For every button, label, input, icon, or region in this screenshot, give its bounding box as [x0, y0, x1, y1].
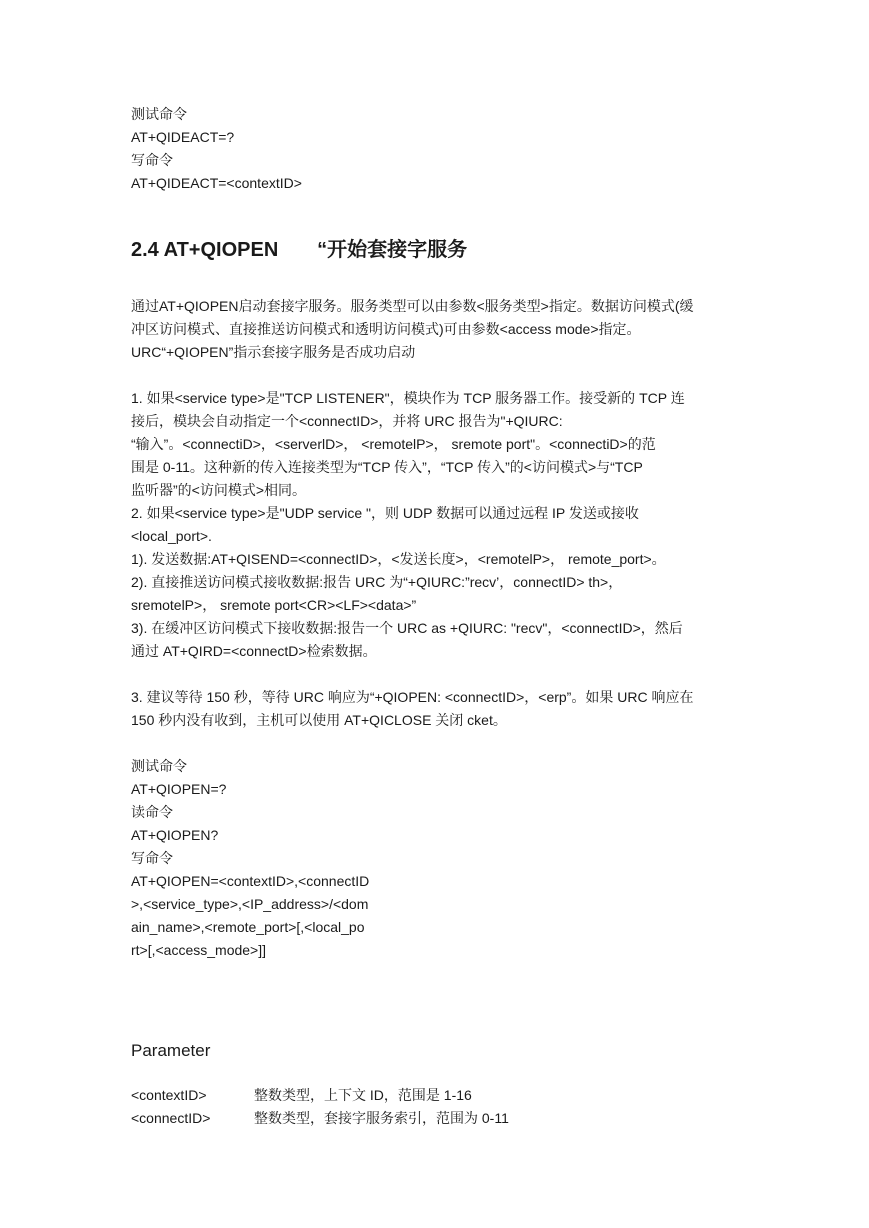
- write-command-line: ain_name>,<remote_port>[,<local_po: [131, 919, 365, 935]
- item-1-paragraph: [131, 387, 741, 502]
- item-1-line: 1. 如果<service type>是"TCP LISTENER"，模块作为 TCP 服务器工作。接受新的 TCP 连: [131, 390, 685, 406]
- parameter-description: 整数类型，上下文 ID，范围是 1-16: [254, 1087, 472, 1103]
- item-3-line: 150 秒内没有收到，主机可以使用 AT+QICLOSE 关闭 cket。: [131, 712, 507, 728]
- test-command: AT+QIOPEN=?: [131, 781, 227, 797]
- test-command: AT+QIDEACT=?: [131, 129, 235, 145]
- item-1-line: “输入”。<connectiD>，<serverlD>， <remotelP>， sremote port"。<connectiD>的范: [131, 436, 656, 452]
- item-2-line: 2). 直接推送访问模式接收数据:报告 URC 为“+QIURC:”recv’，connectID> th>，: [131, 574, 623, 590]
- item-2-line: 1). 发送数据:AT+QISEND=<connectID>，<发送长度>，<remotelP>， remote_port>。: [131, 551, 666, 567]
- intro-paragraph: [131, 295, 741, 364]
- item-2-line: sremotelP>， sremote port<CR><LF><data>”: [131, 597, 417, 613]
- read-command: AT+QIOPEN?: [131, 827, 219, 843]
- parameter-name: <contextID>: [131, 1087, 207, 1103]
- write-command-line: >,<service_type>,<IP_address>/<dom: [131, 896, 369, 912]
- intro-line: 通过AT+QIOPEN启动套接字服务。服务类型可以由参数<服务类型>指定。数据访问模式(缓: [131, 298, 694, 314]
- write-command-line: AT+QIOPEN=<contextID>,<connectID: [131, 873, 370, 889]
- item-2-paragraph: [131, 502, 741, 663]
- test-command-label: 测试命令: [131, 106, 187, 122]
- read-command-label: 读命令: [131, 804, 173, 820]
- item-1-line: 监听器”的<访问模式>相同。: [131, 482, 307, 498]
- item-3-line: 3. 建议等待 150 秒，等待 URC 响应为“+QIOPEN: <connectID>，<erp”。如果 URC 响应在: [131, 689, 694, 705]
- write-command-label: 写命令: [131, 152, 173, 168]
- test-command-label: 测试命令: [131, 758, 187, 774]
- item-2-line: <local_port>.: [131, 528, 212, 544]
- item-1-line: 围是 0-11。这种新的传入连接类型为“TCP 传入”，“TCP 传入”的<访问模式>与“TCP: [131, 459, 643, 475]
- item-2-line: 3). 在缓冲区访问模式下接收数据:报告一个 URC as +QIURC: "recv"，<connectID>，然后: [131, 620, 683, 636]
- item-2-line: 通过 AT+QIRD=<connectD>检索数据。: [131, 643, 377, 659]
- item-2-line: 2. 如果<service type>是"UDP service "，则 UDP 数据可以通过远程 IP 发送或接收: [131, 505, 639, 521]
- write-command-line: rt>[,<access_mode>]]: [131, 942, 267, 958]
- intro-line: 冲区访问模式、直接推送访问模式和透明访问模式)可由参数<access mode>指定。: [131, 321, 641, 337]
- parameter-description: 整数类型，套接字服务索引，范围为 0-11: [254, 1110, 509, 1126]
- document-page: [131, 103, 741, 1130]
- parameter-row: [131, 1107, 741, 1130]
- intro-line: URC“+QIOPEN”指示套接字服务是否成功启动: [131, 344, 416, 360]
- write-command: AT+QIDEACT=<contextID>: [131, 175, 302, 191]
- parameter-row: [131, 1084, 741, 1107]
- item-1-line: 接后，模块会自动指定一个<connectID>，并将 URC 报告为"+QIURC:: [131, 413, 563, 429]
- item-3-paragraph: [131, 686, 741, 732]
- parameter-name: <connectID>: [131, 1110, 211, 1126]
- section-heading: 2.4 AT+QIOPEN “开始套接字服务: [131, 239, 468, 261]
- parameter-heading: Parameter: [131, 1041, 211, 1060]
- write-command-label: 写命令: [131, 850, 173, 866]
